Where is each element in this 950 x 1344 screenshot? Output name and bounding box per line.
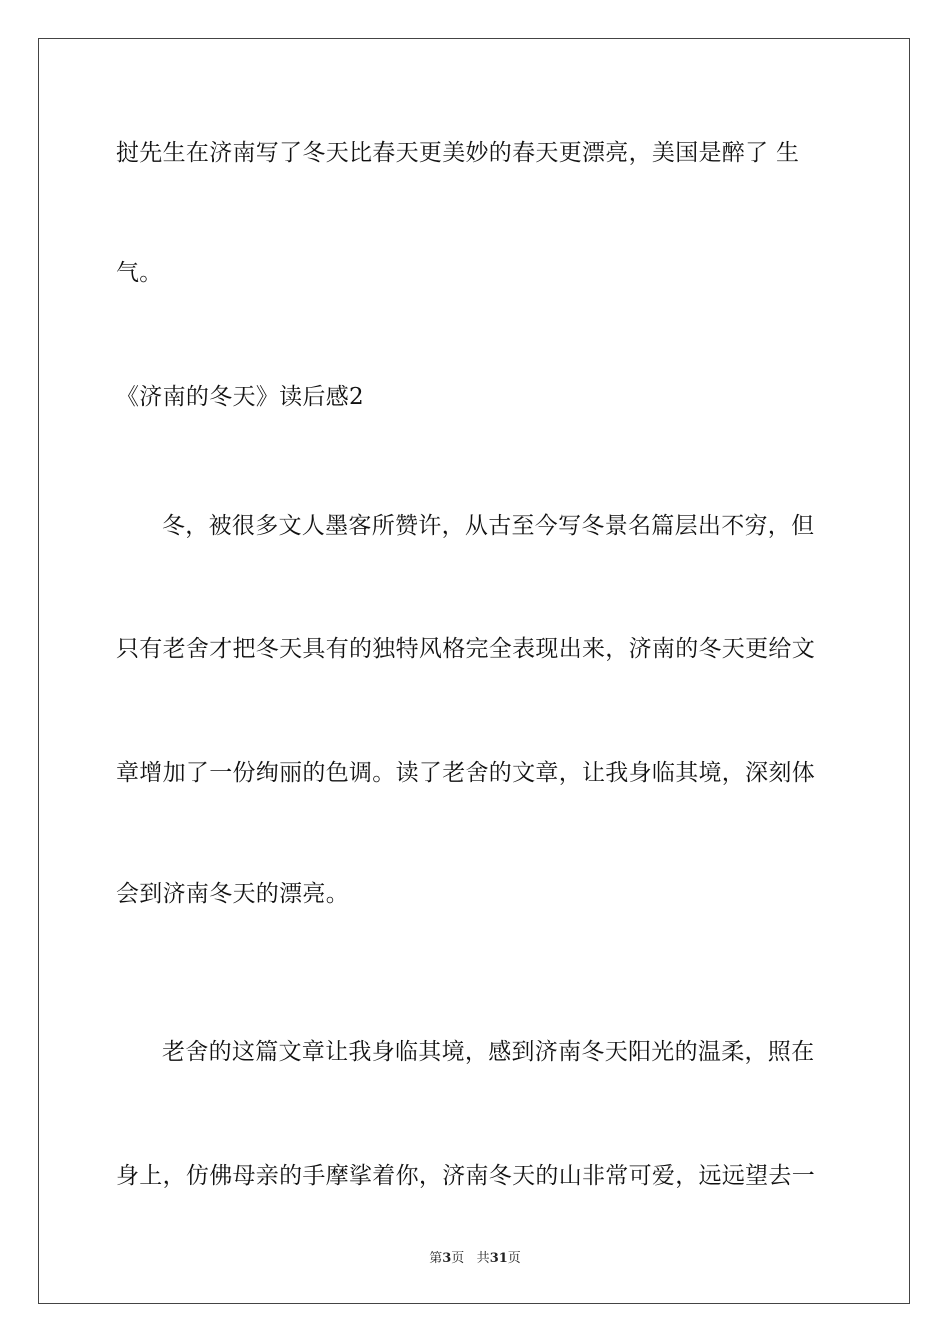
footer-page-suffix: 页 [451,1251,465,1266]
paragraph-2-line-4: 会到济南冬天的漂亮。 [116,881,349,907]
page-border [38,38,910,1304]
footer-total-prefix: 共 [476,1251,490,1266]
footer-page-prefix: 第 [429,1251,443,1266]
section-heading: 《济南的冬天》读后感2 [116,384,364,410]
footer-page-total: 31 [489,1251,508,1266]
footer-page-current: 3 [442,1251,452,1266]
paragraph-2-line-1: 冬，被很多文人墨客所赞许，从古至今写冬景名篇层出不穷，但 [162,513,815,539]
paragraph-3-line-1: 老舍的这篇文章让我身临其境，感到济南冬天阳光的温柔，照在 [162,1039,815,1065]
paragraph-2-line-3: 章增加了一份绚丽的色调。读了老舍的文章，让我身临其境，深刻体 [116,760,815,786]
paragraph-2-line-2: 只有老舍才把冬天具有的独特风格完全表现出来，济南的冬天更给文 [116,636,815,662]
page-footer [0,1247,950,1266]
paragraph-1-line-1: 挝先生在济南写了冬天比春天更美妙的春天更漂亮，美国是醉了 生 [116,140,800,166]
paragraph-3-line-2: 身上，仿佛母亲的手摩挲着你，济南冬天的山非常可爱，远远望去一 [116,1163,815,1189]
footer-total-suffix: 页 [507,1251,521,1266]
paragraph-1-line-2: 气。 [116,260,163,286]
